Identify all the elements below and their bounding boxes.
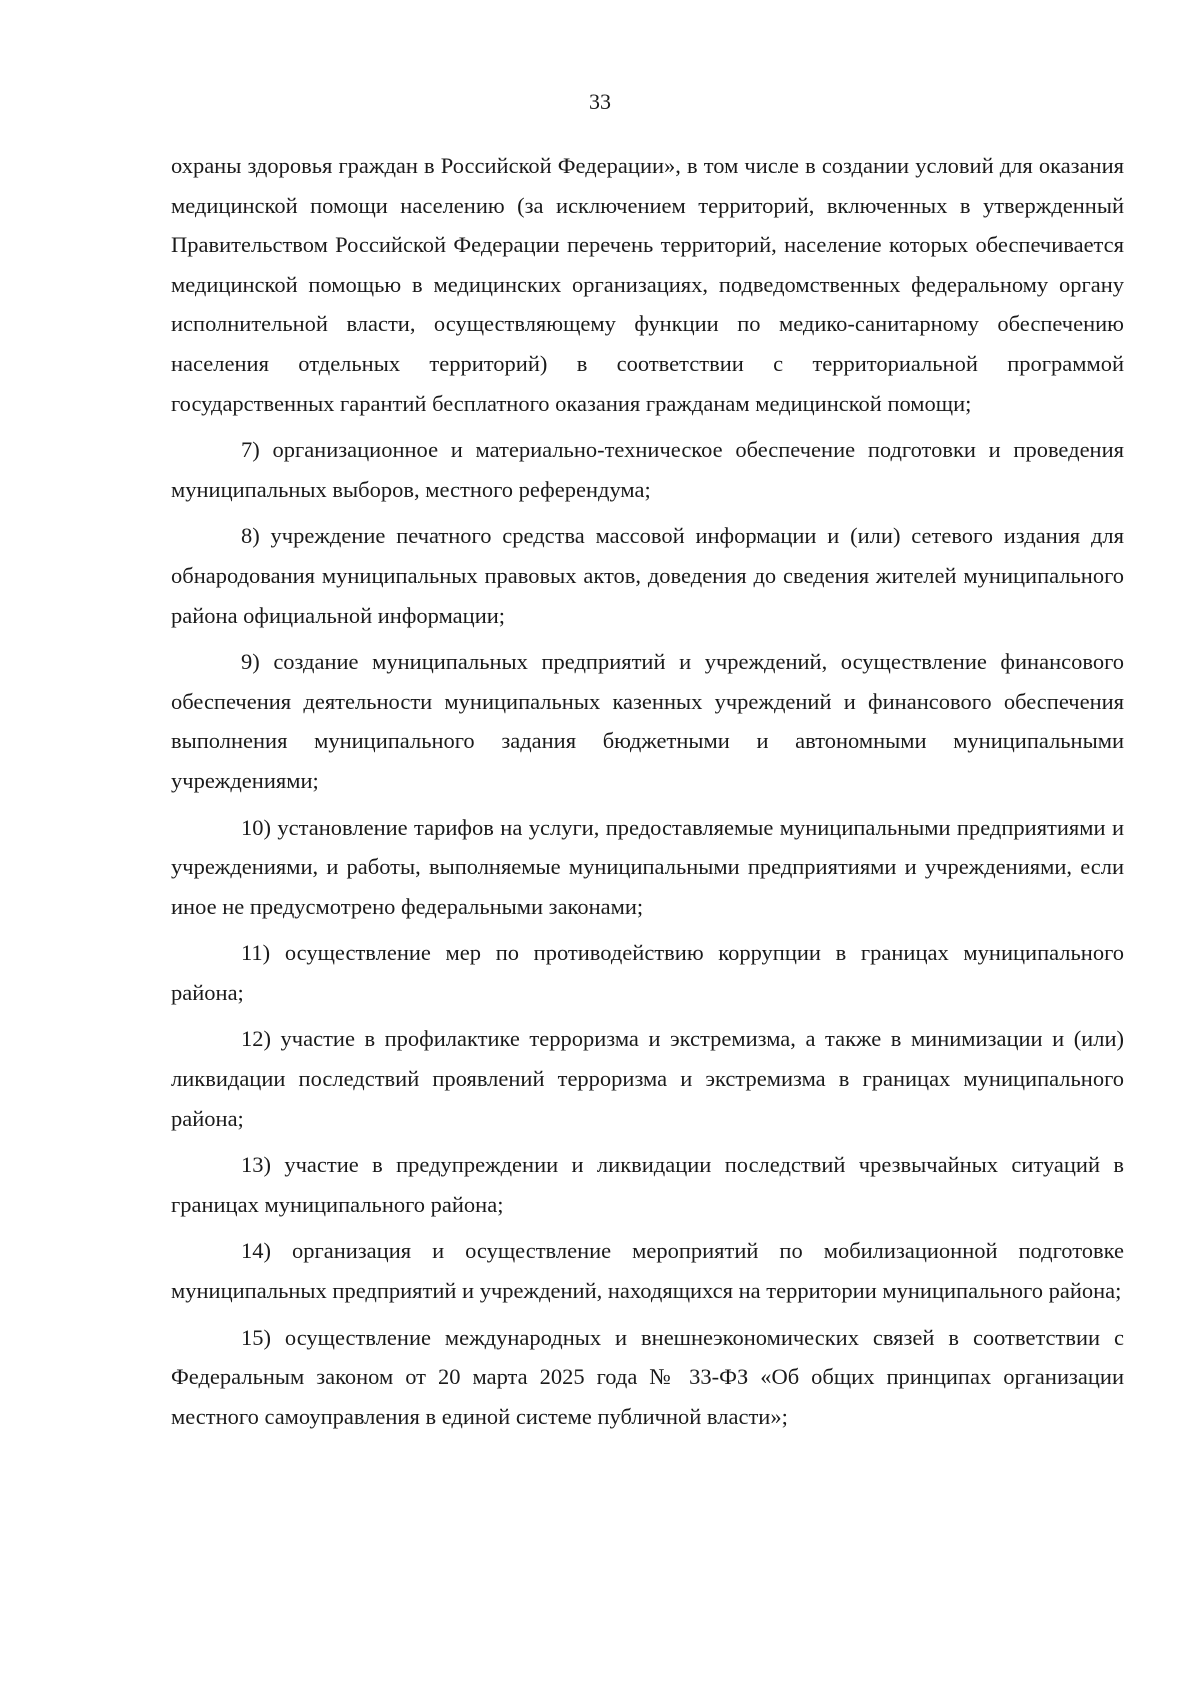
paragraph-item-8: 8) учреждение печатного средства массовой информации и (или) сетевого издания для обнародования муниципальных правовых актов, доведения до сведения жителей муниципального района официальной информации; [171, 523, 1124, 628]
paragraph-item-14: 14) организация и осуществление мероприятий по мобилизационной подготовке муниципальных предприятий и учреждений, находящихся на территории муниципального района; [171, 1238, 1124, 1304]
document-body [171, 146, 1124, 1436]
paragraph-item-11: 11) осуществление мер по противодействию коррупции в границах муниципального района; [171, 940, 1124, 1005]
paragraph-item-15: 15) осуществление международных и внешнеэкономических связей в соответствии с Федеральным законом от 20 марта 2025 года № 33-ФЗ «Об общих принципах организации местного самоуправления в единой системе публичной власти»; [171, 1324, 1124, 1429]
paragraph-item-13: 13) участие в предупреждении и ликвидации последствий чрезвычайных ситуаций в границах муниципального района; [171, 1152, 1124, 1217]
paragraph-item-12: 12) участие в профилактике терроризма и экстремизма, а также в минимизации и (или) ликвидации последствий проявлений терроризма и экстремизма в границах муниципального района; [171, 1026, 1124, 1131]
paragraph-continuation: охраны здоровья граждан в Российской Федерации», в том числе в создании условий для оказания медицинской помощи населению (за исключением территорий, включенных в утвержденный Правительством Российской Федерации перечень территорий, население которых обеспечивается медицинской помощью в медицинских организациях, подведомственных федеральному органу исполнительной власти, осуществляющему функции по медико-санитарному обеспечению населения отдельных территорий) в соответствии с территориальной программой государственных гарантий бесплатного оказания гражданам медицинской помощи; [171, 153, 1124, 416]
paragraph-item-7: 7) организационное и материально-техническое обеспечение подготовки и проведения муниципальных выборов, местного референдума; [171, 437, 1124, 502]
paragraph-item-10: 10) установление тарифов на услуги, предоставляемые муниципальными предприятиями и учреждениями, и работы, выполняемые муниципальными предприятиями и учреждениями, если иное не предусмотрено федеральными законами; [171, 814, 1124, 919]
page-number: 33 [589, 89, 611, 114]
paragraph-item-9: 9) создание муниципальных предприятий и учреждений, осуществление финансового обеспечения деятельности муниципальных казенных учреждений и финансового обеспечения выполнения муниципального задания бюджетными и автономными муниципальными учреждениями; [171, 649, 1124, 793]
